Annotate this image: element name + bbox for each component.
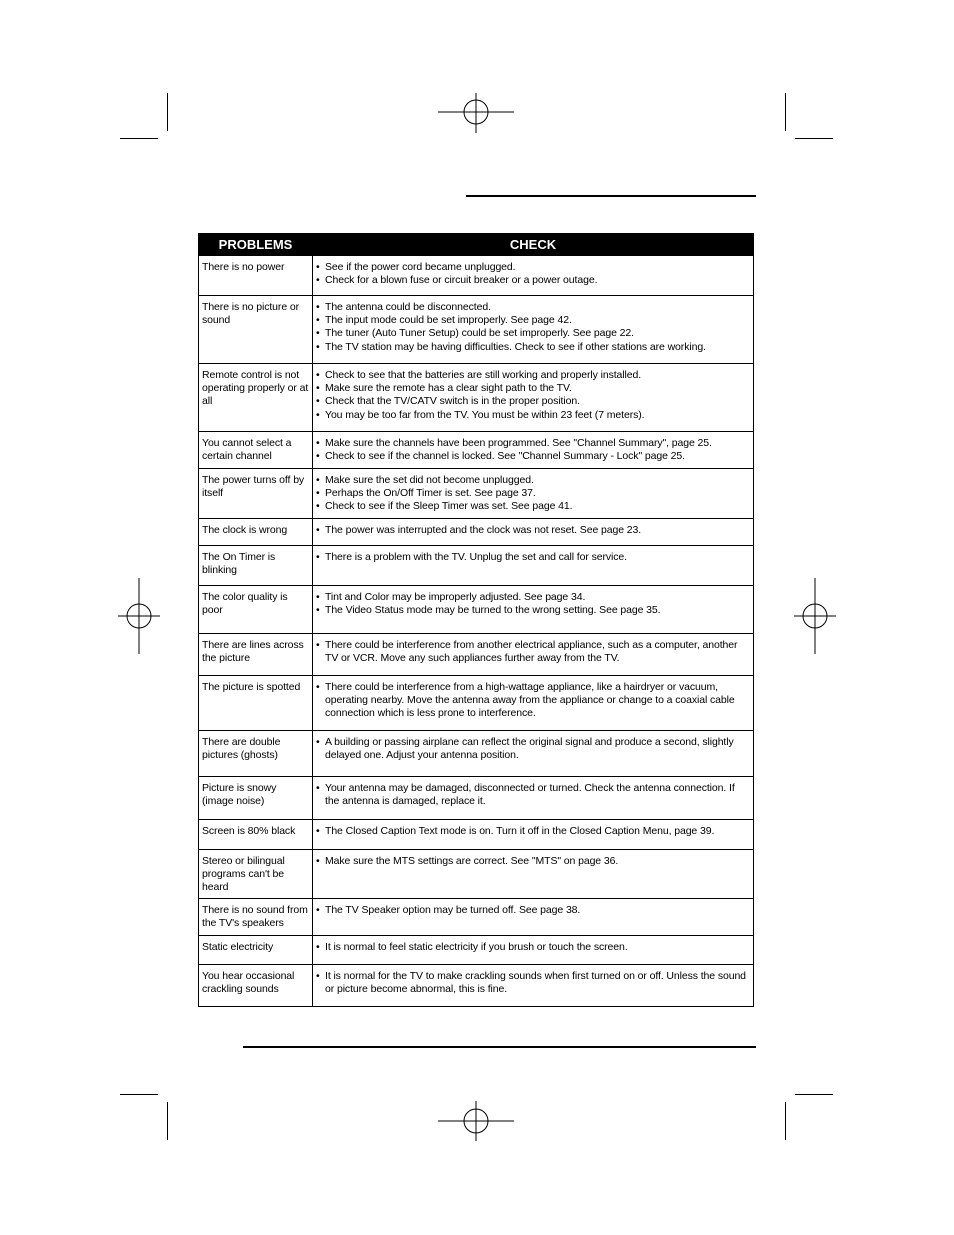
check-text: There is a problem with the TV. Unplug the set and call for service. [325,550,627,563]
check-item [316,314,750,327]
bullet-icon: • [316,437,320,449]
bullet-icon: • [316,474,320,486]
check-item [316,261,750,274]
crop-mark-bottom-right-v [785,1102,786,1140]
check-cell [313,899,754,935]
problem-cell: There are double pictures (ghosts) [199,730,313,776]
check-item [316,409,750,422]
bullet-icon: • [316,590,320,603]
bullet-icon: • [316,340,320,353]
check-text: It is normal for the TV to make crackling sounds when first turned on or off. Unless the sound or picture become abnormal, this is fine. [325,969,746,995]
table-row [199,730,754,776]
check-text: Tint and Color may be improperly adjusted. See page 34. [325,590,586,603]
check-text: The power was interrupted and the clock was not reset. See page 23. [325,523,642,536]
check-item [316,855,750,868]
check-text: Your antenna may be damaged, disconnected or turned. Check the antenna connection. If the antenna is damaged, replace it. [325,781,735,807]
crop-mark-bottom-left-h [120,1094,158,1095]
check-cell [313,675,754,730]
check-text: You may be too far from the TV. You must be within 23 feet (7 meters). [325,408,645,421]
registration-mark-right-icon [794,578,836,654]
check-cell [313,730,754,776]
table-row [199,296,754,364]
crop-mark-bottom-right-h [795,1094,833,1095]
bullet-icon: • [316,638,320,651]
bullet-icon: • [316,940,320,953]
table-row [199,849,754,899]
check-item [316,474,750,487]
check-text: See if the power cord became unplugged. [325,261,516,273]
check-cell [313,935,754,964]
bullet-icon: • [316,969,320,982]
check-item [316,500,750,513]
check-item [316,274,750,287]
check-text: Check to see if the channel is locked. See "Channel Summary - Lock" page 25. [325,450,685,463]
bullet-icon: • [316,408,320,421]
table-row [199,469,754,519]
check-text: Make sure the MTS settings are correct. See "MTS" on page 36. [325,854,619,867]
bullet-icon: • [316,550,320,563]
check-text: Perhaps the On/Off Timer is set. See page 37. [325,487,536,500]
problem-cell: Picture is snowy (image noise) [199,776,313,819]
check-item [316,341,750,354]
bullet-icon: • [316,327,320,340]
check-text: The tuner (Auto Tuner Setup) could be set improperly. See page 22. [325,327,634,340]
table-row [199,585,754,633]
bullet-icon: • [316,301,320,313]
check-item [316,825,750,838]
check-text: The Closed Caption Text mode is on. Turn it off in the Closed Caption Menu, page 39. [325,824,715,837]
problem-cell: You hear occasional crackling sounds [199,964,313,1006]
problem-cell: There are lines across the picture [199,633,313,675]
check-text: The Video Status mode may be turned to the wrong setting. See page 35. [325,603,661,616]
check-text: The TV Speaker option may be turned off. See page 38. [325,904,581,917]
registration-mark-left-icon [118,578,160,654]
bullet-icon: • [316,735,320,748]
check-cell [313,633,754,675]
bullet-icon: • [316,824,320,837]
table-row [199,675,754,730]
table-row [199,776,754,819]
table-row [199,964,754,1006]
crop-mark-top-left-v [167,93,168,131]
table-row [199,633,754,675]
bullet-icon: • [316,261,320,273]
check-cell [313,296,754,364]
bullet-icon: • [316,274,320,287]
bullet-icon: • [316,781,320,794]
check-item [316,941,750,954]
check-text: Check that the TV/CATV switch is in the proper position. [325,395,580,408]
bullet-icon: • [316,450,320,463]
bullet-icon: • [316,854,320,867]
problem-cell: You cannot select a certain channel [199,432,313,469]
check-cell [313,432,754,469]
check-item [316,736,750,762]
problem-cell: Screen is 80% black [199,819,313,849]
table-header-row [199,234,754,256]
check-cell [313,545,754,585]
check-cell [313,518,754,545]
check-item [316,639,750,665]
problem-cell: The power turns off by itself [199,469,313,519]
problem-cell: There is no sound from the TV's speakers [199,899,313,935]
check-cell [313,256,754,296]
check-item [316,524,750,537]
problem-cell: The picture is spotted [199,675,313,730]
check-column-header: CHECK [313,234,754,256]
check-item [316,782,750,808]
troubleshooting-table [198,233,754,1007]
check-item [316,904,750,917]
problems-column-header: PROBLEMS [199,234,313,256]
check-cell [313,849,754,899]
check-item [316,450,750,463]
problem-cell: Static electricity [199,935,313,964]
bullet-icon: • [316,904,320,917]
check-item [316,327,750,340]
check-text: Check to see if the Sleep Timer was set. See page 41. [325,500,573,513]
table-row [199,518,754,545]
check-text: A building or passing airplane can reflect the original signal and produce a second, slightly delayed one. Adjust your antenna position. [325,735,734,761]
crop-mark-top-right-v [785,93,786,131]
bullet-icon: • [316,314,320,327]
problem-cell: There is no picture or sound [199,296,313,364]
check-text: It is normal to feel static electricity if you brush or touch the screen. [325,940,628,953]
problem-cell: The On Timer is blinking [199,545,313,585]
bullet-icon: • [316,487,320,500]
problem-cell: There is no power [199,256,313,296]
bullet-icon: • [316,369,320,381]
check-item [316,591,750,604]
check-text: The antenna could be disconnected. [325,301,491,313]
check-cell [313,819,754,849]
table-row [199,819,754,849]
check-text: Make sure the remote has a clear sight path to the TV. [325,382,572,395]
crop-mark-top-left-h [120,138,158,139]
check-text: Make sure the channels have been programmed. See "Channel Summary", page 25. [325,437,712,449]
check-cell [313,585,754,633]
check-item [316,437,750,450]
check-cell [313,776,754,819]
bullet-icon: • [316,523,320,536]
table-body [199,256,754,1007]
bullet-icon: • [316,680,320,693]
table-row [199,364,754,432]
check-text: Check for a blown fuse or circuit breaker or a power outage. [325,274,598,287]
table-row [199,256,754,296]
check-item [316,301,750,314]
bullet-icon: • [316,382,320,395]
check-item [316,604,750,617]
check-item [316,369,750,382]
problem-cell: The color quality is poor [199,585,313,633]
check-item [316,970,750,996]
footer-rule [243,1046,756,1048]
crop-mark-bottom-left-v [167,1102,168,1140]
check-cell [313,364,754,432]
table-row [199,432,754,469]
problem-cell: Stereo or bilingual programs can't be heard [199,849,313,899]
check-item [316,487,750,500]
check-item [316,395,750,408]
check-text: The TV station may be having difficulties. Check to see if other stations are working. [325,340,706,353]
table-row [199,545,754,585]
problem-cell: Remote control is not operating properly or at all [199,364,313,432]
bullet-icon: • [316,500,320,513]
problem-cell: The clock is wrong [199,518,313,545]
check-cell [313,964,754,1006]
check-text: There could be interference from another electrical appliance, such as a computer, another TV or VCR. Move any such appliances further away from the TV. [325,638,738,664]
crop-mark-top-right-h [795,138,833,139]
check-text: The input mode could be set improperly. See page 42. [325,314,572,327]
check-item [316,382,750,395]
registration-mark-top-icon [436,93,516,133]
bullet-icon: • [316,395,320,408]
check-text: There could be interference from a high-wattage appliance, like a hairdryer or vacuum, operating nearby. Move the antenna away from the appliance or change to a coaxial cable connection which is less prone to interference. [325,680,735,720]
table-row [199,899,754,935]
header-rule [466,195,756,197]
check-text: Make sure the set did not become unplugged. [325,474,534,486]
registration-mark-bottom-icon [436,1101,516,1141]
check-item [316,681,750,721]
table-row [199,935,754,964]
check-item [316,551,750,564]
bullet-icon: • [316,603,320,616]
check-cell [313,469,754,519]
check-text: Check to see that the batteries are still working and properly installed. [325,369,642,381]
